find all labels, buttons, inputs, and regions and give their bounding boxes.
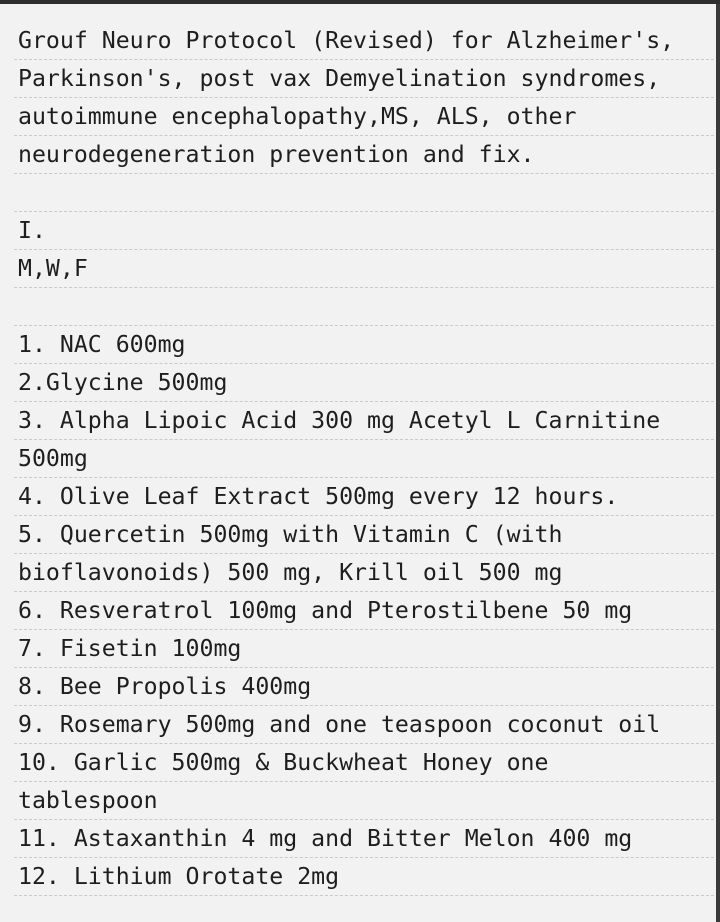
- note-line: 10. Garlic 500mg & Buckwheat Honey one: [14, 744, 714, 782]
- note-line: autoimmune encephalopathy,MS, ALS, other: [14, 98, 714, 136]
- note-line: Parkinson's, post vax Demyelination syndromes,: [14, 60, 714, 98]
- note-line: 4. Olive Leaf Extract 500mg every 12 hours.: [14, 478, 714, 516]
- note-line: 8. Bee Propolis 400mg: [14, 668, 714, 706]
- note-page: [0, 4, 720, 922]
- note-line: M,W,F: [14, 250, 714, 288]
- note-line: tablespoon: [14, 782, 714, 820]
- note-line: Grouf Neuro Protocol (Revised) for Alzheimer's,: [14, 22, 714, 60]
- note-line: [14, 288, 714, 326]
- note-line: neurodegeneration prevention and fix.: [14, 136, 714, 174]
- note-line: 9. Rosemary 500mg and one teaspoon coconut oil: [14, 706, 714, 744]
- note-line: 1. NAC 600mg: [14, 326, 714, 364]
- note-line: bioflavonoids) 500 mg, Krill oil 500 mg: [14, 554, 714, 592]
- note-line: 6. Resveratrol 100mg and Pterostilbene 50 mg: [14, 592, 714, 630]
- note-line: 3. Alpha Lipoic Acid 300 mg Acetyl L Carnitine: [14, 402, 714, 440]
- note-line: 7. Fisetin 100mg: [14, 630, 714, 668]
- note-line: 500mg: [14, 440, 714, 478]
- note-line: 2.Glycine 500mg: [14, 364, 714, 402]
- note-line: 11. Astaxanthin 4 mg and Bitter Melon 400 mg: [14, 820, 714, 858]
- note-line: 5. Quercetin 500mg with Vitamin C (with: [14, 516, 714, 554]
- note-lines: [14, 22, 714, 896]
- note-line: [14, 174, 714, 212]
- note-line: 12. Lithium Orotate 2mg: [14, 858, 714, 896]
- note-line: I.: [14, 212, 714, 250]
